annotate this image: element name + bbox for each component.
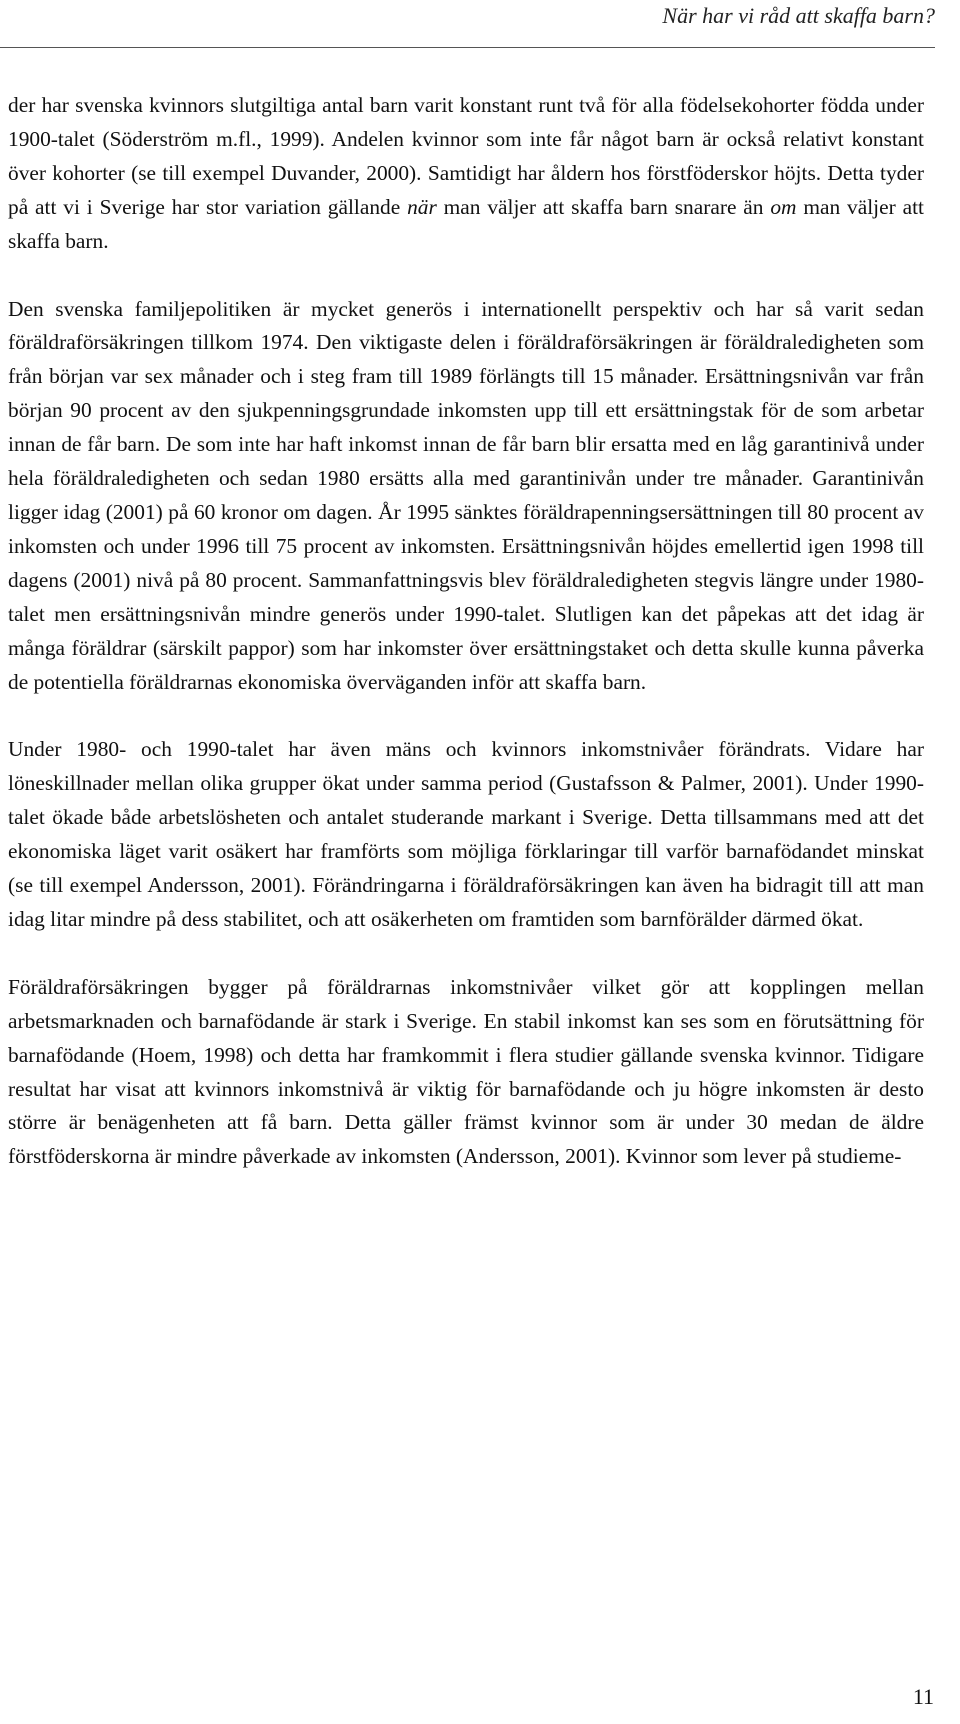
running-title: När har vi råd att skaffa barn? <box>662 3 935 28</box>
paragraph-4: Föräldraförsäkringen bygger på föräldrarnas inkomstnivåer vilket gör att kopplingen mellan arbetsmarknaden och barnafödande är stark i Sverige. En stabil inkomst kan ses som en förutsättning för barnafödande (Hoem, 1998) och detta har framkommit i flera studier gällande svenska kvinnor. Tidigare resultat har visat att kvinnors inkomstnivå är viktig för barnafödande och ju högre inkomsten är desto större är benägenheten att få barn. Detta gäller främst kvinnor som är under 30 medan de äldre förstföderskorna är mindre påverkade av inkomsten (Andersson, 2001). Kvinnor som lever på studieme- <box>8 974 924 1169</box>
paragraph-1 <box>8 89 924 259</box>
emphasis-om: om <box>770 194 797 219</box>
paragraph-1-text-b: man väljer att skaffa barn snarare än <box>436 194 771 219</box>
emphasis-nar: när <box>407 194 437 219</box>
paragraph-1-text-a: der har svenska kvinnors slutgiltiga antal barn varit konstant runt två för alla födelsekohorter födda under 1900-talet (Söderström m.fl., 1999). Andelen kvinnor som inte får något barn är också relativt konstant över kohorter (se till exempel Duvander, 2000). Samtidigt har åldern hos förstföderskor höjts. Detta tyder på att vi i Sverige har stor variation gällande <box>8 93 924 219</box>
paragraph-2: Den svenska familjepolitiken är mycket generös i internationellt perspektiv och har så varit sedan föräldraförsäkringen tillkom 1974. Den viktigaste delen i föräldraförsäkringen är föräldraledigheten som från början var sex månader och i steg fram till 1989 förlängts till 15 månader. Ersättningsnivån var från början 90 procent av den sjukpenningsgrundade inkomsten upp till ett ersättningstak för de som arbetar innan de får barn. De som inte har haft inkomst innan de får barn blir ersatta med en låg garantinivå under hela föräldraledigheten och sedan 1980 ersätts alla med garantinivån under tre månader. Garantinivån ligger idag (2001) på 60 kronor om dagen. År 1995 sänktes föräldrapenningsersättningen till 80 procent av inkomsten och under 1996 till 75 procent av inkomsten. Ersättningsnivån höjdes emellertid igen 1998 till dagens (2001) nivå på 80 procent. Sammanfattningsvis blev föräldraledigheten stegvis längre under 1980-talet men ersättningsnivån mindre generös under 1990-talet. Slutligen kan det påpekas att det idag är många föräldrar (särskilt pappor) som har inkomster över ersättningstaket och detta skulle kunna påverka de potentiella föräldrarnas ekonomiska överväganden inför att skaffa barn. <box>8 296 924 694</box>
page-number: 11 <box>912 1684 934 1709</box>
body-text <box>8 89 924 1174</box>
paragraph-1-text-c: man väljer att skaffa barn. <box>8 194 924 253</box>
paragraph-3: Under 1980- och 1990-talet har även mäns och kvinnors inkomstnivåer förändrats. Vidare har löneskillnader mellan olika grupper ökat under samma period (Gustafsson & Palmer, 2001). Under 1990-talet ökade både arbetslösheten och antalet studerande markant i Sverige. Detta tillsammans med att det ekonomiska läget varit osäkert har framförts som möjliga förklaringar till varför barnafödandet minskat (se till exempel Andersson, 2001). Förändringarna i föräldraförsäkringen kan även ha bidragit till att man idag litar mindre på dess stabilitet, och att osäkerheten om framtiden som barnförälder därmed ökat. <box>8 737 924 931</box>
running-header <box>0 0 935 48</box>
